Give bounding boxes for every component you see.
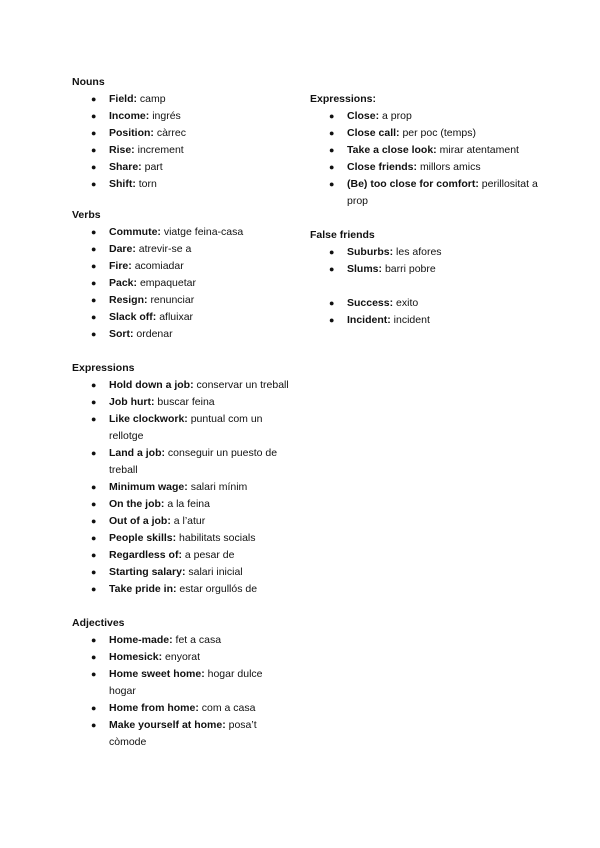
- bullet: ●: [91, 312, 97, 322]
- bullet: ●: [91, 533, 97, 543]
- list-item: [310, 108, 550, 125]
- definition: per poc (temps): [402, 127, 476, 139]
- right-column: [310, 74, 550, 329]
- spacer: [310, 74, 550, 91]
- bullet: ●: [91, 94, 97, 104]
- term-list: [72, 224, 292, 343]
- definition: com a casa: [201, 702, 256, 714]
- list-item: [72, 108, 292, 125]
- list-item: [72, 142, 292, 159]
- bullet: ●: [91, 380, 97, 390]
- term: Slums:: [347, 263, 383, 275]
- list-item: [72, 377, 292, 394]
- term-list: [72, 377, 292, 598]
- term: Success:: [347, 297, 394, 309]
- definition: a la feina: [167, 498, 210, 510]
- definition: incident: [393, 314, 430, 326]
- list-item: [72, 479, 292, 496]
- definition: afluixar: [159, 311, 194, 323]
- term: Take a close look:: [347, 144, 437, 156]
- list-item: [72, 530, 292, 547]
- definition: part: [144, 161, 163, 173]
- list-item: [72, 176, 292, 193]
- list-item: [72, 411, 292, 445]
- definition: salari mínim: [190, 481, 248, 493]
- definition: ordenar: [136, 328, 173, 340]
- bullet: ●: [91, 669, 97, 679]
- list-item: [310, 176, 550, 210]
- bullet: ●: [91, 567, 97, 577]
- term: Homesick:: [109, 651, 163, 663]
- section-false-friends: [310, 227, 550, 329]
- bullet: ●: [91, 482, 97, 492]
- bullet: ●: [91, 128, 97, 138]
- bullet: ●: [91, 550, 97, 560]
- list-item: [310, 295, 550, 312]
- term: People skills:: [109, 532, 177, 544]
- list-item: [72, 394, 292, 411]
- section-heading: Expressions: [72, 362, 135, 374]
- definition: hogar dulce hogar: [109, 668, 263, 697]
- term-list: [72, 632, 292, 751]
- bullet: ●: [329, 128, 335, 138]
- list-item: [72, 666, 292, 700]
- bullet: ●: [91, 111, 97, 121]
- bullet: ●: [91, 162, 97, 172]
- list-item: [72, 224, 292, 241]
- section-heading: Nouns: [72, 76, 105, 88]
- definition: a l’atur: [173, 515, 206, 527]
- definition: ingrés: [152, 110, 181, 122]
- spacer: [72, 598, 292, 615]
- list-item: [72, 159, 292, 176]
- list-item: [72, 581, 292, 598]
- list-item: [310, 125, 550, 142]
- list-item: [310, 159, 550, 176]
- section-heading: Expressions:: [310, 93, 376, 105]
- term: Commute:: [109, 226, 161, 238]
- term: Make yourself at home:: [109, 719, 226, 731]
- list-item: [72, 258, 292, 275]
- bullet: ●: [91, 179, 97, 189]
- term: Share:: [109, 161, 142, 173]
- bullet: ●: [329, 247, 335, 257]
- list-item: [72, 513, 292, 530]
- term: Pack:: [109, 277, 138, 289]
- term: Fire:: [109, 260, 132, 272]
- list-item: [72, 564, 292, 581]
- list-item: [72, 700, 292, 717]
- definition: enyorat: [165, 651, 201, 663]
- term: Field:: [109, 93, 137, 105]
- list-item: [72, 275, 292, 292]
- term: Incident:: [347, 314, 391, 326]
- spacer: [72, 343, 292, 360]
- section-adjectives: [72, 615, 292, 751]
- definition: a pesar de: [184, 549, 235, 561]
- term: Close:: [347, 110, 380, 122]
- list-item: [72, 125, 292, 142]
- definition: fet a casa: [175, 634, 222, 646]
- term: On the job:: [109, 498, 165, 510]
- term: Like clockwork:: [109, 413, 188, 425]
- list-item: [72, 309, 292, 326]
- term: Starting salary:: [109, 566, 186, 578]
- list-item: [310, 244, 550, 261]
- bullet: ●: [91, 261, 97, 271]
- term: Home-made:: [109, 634, 173, 646]
- term: Job hurt:: [109, 396, 155, 408]
- term: Land a job:: [109, 447, 165, 459]
- definition: càrrec: [156, 127, 187, 139]
- list-item: [72, 632, 292, 649]
- list-item: [72, 649, 292, 666]
- bullet: ●: [91, 652, 97, 662]
- definition: camp: [139, 93, 166, 105]
- bullet: ●: [329, 179, 335, 189]
- term: Home from home:: [109, 702, 199, 714]
- section-expressions: [72, 360, 292, 598]
- section-nouns: [72, 74, 292, 193]
- list-item: [310, 312, 550, 329]
- bullet: ●: [91, 329, 97, 339]
- spacer: [310, 278, 550, 295]
- section-heading: Verbs: [72, 209, 101, 221]
- list-item: [310, 261, 550, 278]
- definition: conservar un treball: [196, 379, 289, 391]
- term: Dare:: [109, 243, 136, 255]
- bullet: ●: [329, 298, 335, 308]
- term: Minimum wage:: [109, 481, 188, 493]
- definition: buscar feina: [157, 396, 215, 408]
- list-item: [72, 717, 292, 751]
- section-heading: Adjectives: [72, 617, 125, 629]
- list-item: [72, 292, 292, 309]
- bullet: ●: [91, 145, 97, 155]
- list-item: [72, 445, 292, 479]
- term: Resign:: [109, 294, 148, 306]
- list-item: [310, 142, 550, 159]
- definition: les afores: [396, 246, 442, 258]
- term: Rise:: [109, 144, 135, 156]
- bullet: ●: [91, 720, 97, 730]
- definition: habilitats socials: [179, 532, 256, 544]
- bullet: ●: [91, 244, 97, 254]
- left-column: [72, 74, 292, 751]
- list-item: [72, 241, 292, 258]
- definition: puntual com un rellotge: [109, 413, 263, 442]
- term: Take pride in:: [109, 583, 177, 595]
- definition: renunciar: [150, 294, 195, 306]
- term-list: [310, 295, 550, 329]
- bullet: ●: [91, 584, 97, 594]
- definition: torn: [138, 178, 157, 190]
- bullet: ●: [329, 111, 335, 121]
- list-item: [72, 326, 292, 343]
- definition: estar orgullós de: [179, 583, 258, 595]
- term: Income:: [109, 110, 150, 122]
- definition: a prop: [382, 110, 412, 122]
- list-item: [72, 547, 292, 564]
- bullet: ●: [329, 162, 335, 172]
- definition: acomiadar: [134, 260, 184, 272]
- definition: viatge feina-casa: [163, 226, 244, 238]
- bullet: ●: [91, 703, 97, 713]
- definition: posa’t còmode: [109, 719, 257, 748]
- bullet: ●: [91, 448, 97, 458]
- term: Position:: [109, 127, 154, 139]
- term-list: [72, 91, 292, 193]
- section-verbs: [72, 207, 292, 343]
- section-close-expressions: [310, 91, 550, 210]
- section-heading: False friends: [310, 229, 375, 241]
- definition: millors amics: [419, 161, 481, 173]
- list-item: [72, 496, 292, 513]
- definition: perillositat a prop: [347, 178, 538, 207]
- term-list: [310, 108, 550, 210]
- term: Out of a job:: [109, 515, 171, 527]
- bullet: ●: [91, 397, 97, 407]
- term-list: [310, 244, 550, 278]
- bullet: ●: [329, 315, 335, 325]
- definition: increment: [137, 144, 184, 156]
- definition: mirar atentament: [439, 144, 519, 156]
- term: (Be) too close for comfort:: [347, 178, 479, 190]
- term: Close call:: [347, 127, 400, 139]
- bullet: ●: [91, 499, 97, 509]
- term: Sort:: [109, 328, 134, 340]
- definition: salari inicial: [188, 566, 243, 578]
- bullet: ●: [329, 264, 335, 274]
- bullet: ●: [91, 295, 97, 305]
- spacer: [72, 193, 292, 207]
- bullet: ●: [91, 227, 97, 237]
- term: Home sweet home:: [109, 668, 205, 680]
- bullet: ●: [91, 414, 97, 424]
- bullet: ●: [329, 145, 335, 155]
- term: Suburbs:: [347, 246, 394, 258]
- definition: conseguir un puesto de treball: [109, 447, 278, 476]
- spacer: [310, 210, 550, 227]
- definition: atrevir-se a: [138, 243, 192, 255]
- term: Close friends:: [347, 161, 418, 173]
- definition: barri pobre: [384, 263, 436, 275]
- definition: exito: [396, 297, 419, 309]
- bullet: ●: [91, 516, 97, 526]
- bullet: ●: [91, 278, 97, 288]
- term: Hold down a job:: [109, 379, 194, 391]
- term: Regardless of:: [109, 549, 182, 561]
- term: Slack off:: [109, 311, 157, 323]
- bullet: ●: [91, 635, 97, 645]
- definition: empaquetar: [139, 277, 196, 289]
- list-item: [72, 91, 292, 108]
- term: Shift:: [109, 178, 136, 190]
